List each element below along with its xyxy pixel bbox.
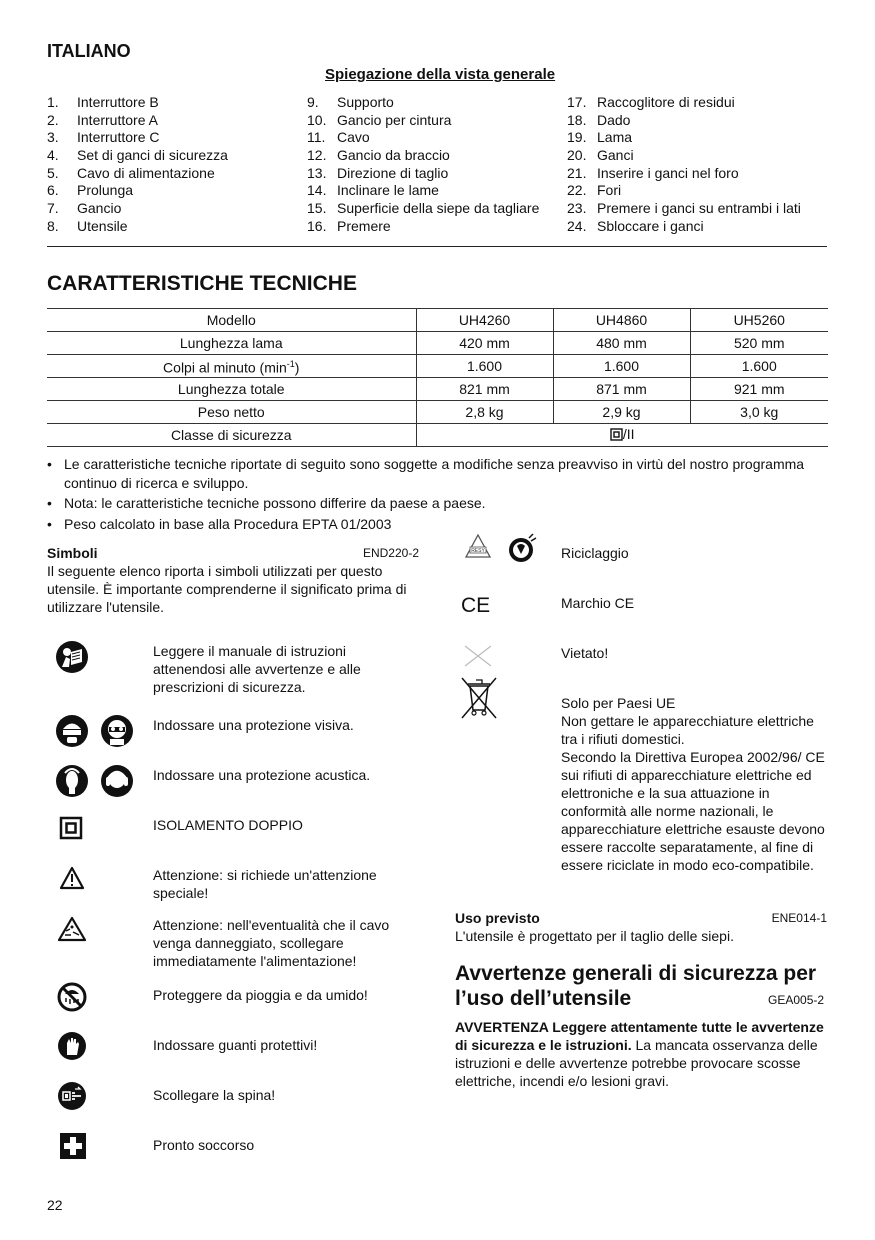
specs-cell: 420 mm	[416, 332, 553, 355]
legend-item	[47, 129, 297, 147]
legend-label: Sbloccare i ganci	[597, 217, 704, 234]
specs-cell: 871 mm	[553, 378, 690, 401]
specs-cell: 2,8 kg	[416, 401, 553, 424]
legend-item	[567, 165, 829, 183]
legend-item	[47, 165, 297, 183]
legend-label: Gancio da braccio	[337, 147, 450, 164]
bullet: •	[47, 495, 52, 511]
weee-bin-icon	[459, 676, 499, 724]
intended-use-section	[455, 909, 827, 945]
symbols-code: END220-2	[362, 546, 419, 560]
symbol-row	[455, 694, 835, 904]
legend-number: 24.	[567, 217, 587, 234]
page-number: 22	[47, 1197, 63, 1213]
recycling-icon	[461, 532, 541, 570]
symbol-text: Riciclaggio	[561, 545, 629, 561]
legend-item	[567, 147, 829, 165]
symbol-text: Marchio CE	[561, 595, 635, 611]
symbols-intro: Il seguente elenco riporta i simboli utilizzati per questo utensile. È importante comprenderne il significato prima di utilizzare l'utensile.	[47, 563, 407, 615]
symbol-row	[47, 1036, 427, 1076]
legend-label: Gancio per cintura	[337, 111, 452, 128]
specs-cell: /II	[416, 424, 828, 447]
legend-label: Direzione di taglio	[337, 164, 449, 181]
safety-warnings-title: Avvertenze generali di sicurezza per l’uso dell’utensile	[455, 962, 817, 1010]
symbol-row	[47, 866, 427, 906]
gloves-icon	[57, 1031, 87, 1065]
note-item	[47, 455, 827, 492]
warning-triangle-icon	[59, 866, 85, 894]
legend-number: 8.	[47, 217, 59, 234]
specs-header-cell: UH4860	[553, 309, 690, 332]
symbol-row	[47, 716, 427, 756]
legend-number: 9.	[307, 94, 319, 110]
legend-label: Cavo di alimentazione	[77, 164, 215, 181]
specs-cell: Peso netto	[47, 401, 416, 424]
legend-item	[567, 112, 829, 130]
symbol-text: Leggere il manuale di istruzioni attenendosi alle avvertenze e alle prescrizioni di sicurezza.	[153, 643, 361, 695]
legend-item	[567, 182, 829, 200]
specs-row	[47, 355, 828, 378]
symbol-text: Attenzione: nell'eventualità che il cavo venga danneggiato, scollegare immediatamente l'alimentazione!	[153, 917, 390, 969]
legend-item	[307, 218, 562, 236]
legend-item	[567, 200, 829, 218]
note-text: Peso calcolato in base alla Procedura EPTA 01/2003	[64, 515, 392, 532]
safety-warnings-code: GEA005-2	[768, 993, 825, 1007]
legend-label: Supporto	[337, 94, 394, 110]
legend-number: 21.	[567, 164, 587, 181]
specs-cell: Classe di sicurezza	[47, 424, 416, 447]
legend-label: Interruttore A	[77, 111, 158, 128]
symbol-text: Attenzione: si richiede un'attenzione speciale!	[153, 867, 377, 901]
cable-damage-icon	[57, 916, 87, 946]
specs-header-cell: Modello	[47, 309, 416, 332]
symbol-row	[47, 1086, 427, 1126]
symbol-text: Solo per Paesi UE Non gettare le apparecchiature elettriche tra i rifiuti domestici. Secondo la Direttiva Europea 2002/96/ CE sui rifiuti di apparecchiature elettriche ed elettroniche e la sua attuazione in conformità alle norme nazionali, le apparecchiature elettriche esauste devono essere raccolte separatamente, al fine di essere riciclate in modo eco-compatibile.	[561, 695, 825, 873]
ce-mark-icon	[461, 592, 493, 620]
ce-label: CE	[461, 594, 491, 616]
legend-column-1	[47, 94, 297, 236]
first-aid-icon	[59, 1132, 87, 1164]
legend-number: 1.	[47, 94, 59, 110]
safety-warnings-text	[455, 1018, 827, 1090]
legend-item	[47, 112, 297, 130]
legend-number: 3.	[47, 129, 59, 146]
legend-item	[47, 182, 297, 200]
specs-row	[47, 401, 828, 424]
double-insulation-icon	[59, 816, 83, 844]
legend-title: Spiegazione della vista generale	[325, 66, 556, 83]
symbol-row	[47, 816, 427, 856]
legend-item	[567, 129, 829, 147]
legend-number: 14.	[307, 182, 327, 199]
note-text: Nota: le caratteristiche tecniche possono differire da paese a paese.	[64, 495, 486, 511]
legend-number: 2.	[47, 111, 59, 128]
specs-cell: 3,0 kg	[690, 401, 828, 424]
symbols-title: Simboli	[47, 545, 98, 561]
legend-label: Utensile	[77, 217, 128, 234]
specs-cell: 2,9 kg	[553, 401, 690, 424]
note-item	[47, 515, 827, 534]
symbol-text: Vietato!	[561, 645, 609, 661]
legend-label: Inserire i ganci nel foro	[597, 164, 739, 181]
legend-label: Ganci	[597, 147, 634, 164]
specs-header-cell: UH4260	[416, 309, 553, 332]
specs-cell: 480 mm	[553, 332, 690, 355]
specs-cell: Colpi al minuto $(\min^{-1})$	[47, 355, 416, 378]
specs-header-row	[47, 309, 828, 332]
legend-label: Raccoglitore di residui	[597, 94, 735, 110]
legend-number: 15.	[307, 200, 327, 217]
legend-number: 16.	[307, 217, 327, 234]
symbol-row	[455, 594, 835, 634]
legend-item	[47, 94, 297, 112]
bullet: •	[47, 456, 52, 472]
legend-item	[47, 147, 297, 165]
specs-cell: 1.600	[553, 355, 690, 378]
intended-use-code: ENE014-1	[771, 911, 827, 925]
legend-number: 13.	[307, 164, 327, 181]
specs-cell: 1.600	[690, 355, 828, 378]
legend-label: Prolunga	[77, 182, 134, 199]
specs-table	[47, 308, 828, 447]
symbol-text: Scollegare la spina!	[153, 1087, 276, 1103]
symbol-text: Pronto soccorso	[153, 1137, 255, 1153]
legend-label: Fori	[597, 182, 622, 199]
symbol-row	[455, 644, 835, 684]
legend-item	[307, 129, 562, 147]
legend-label: Dado	[597, 111, 631, 128]
divider	[47, 246, 827, 247]
symbol-row	[47, 916, 427, 976]
legend-number: 12.	[307, 147, 327, 164]
legend-number: 7.	[47, 200, 59, 217]
note-text: Le caratteristiche tecniche riportate di seguito sono soggette a modifiche senza preavviso in virtù del nostro programma continuo di ricerca e sviluppo.	[64, 456, 805, 491]
symbol-row	[47, 642, 427, 702]
ear-protection-icon	[55, 764, 135, 802]
legend-number: 22.	[567, 182, 587, 199]
legend-item	[307, 112, 562, 130]
legend-number: 11.	[307, 129, 326, 146]
legend-item	[307, 147, 562, 165]
intended-use-text: L'utensile è progettato per il taglio delle siepi.	[455, 928, 734, 944]
legend-label: Lama	[597, 129, 633, 146]
specs-cell: Lunghezza lama	[47, 332, 416, 355]
specs-row	[47, 332, 828, 355]
recycling-label: RESY	[471, 548, 485, 554]
read-manual-icon	[55, 640, 89, 678]
safety-warnings-bold: AVVERTENZA Leggere attentamente tutte le avvertenze di sicurezza e le istruzioni.	[455, 1019, 824, 1053]
symbol-text: Indossare una protezione acustica.	[153, 767, 371, 783]
specs-title: CARATTERISTICHE TECNICHE	[47, 272, 357, 295]
legend-number: 18.	[567, 111, 587, 128]
legend-item	[567, 218, 829, 236]
symbol-text: Indossare guanti protettivi!	[153, 1037, 318, 1053]
legend-item	[307, 200, 562, 218]
legend-item	[567, 94, 829, 112]
double-insulation-icon	[610, 427, 623, 445]
legend-column-3	[567, 94, 829, 236]
specs-cell: 1.600	[416, 355, 553, 378]
bullet: •	[47, 515, 52, 532]
symbol-row	[47, 1136, 427, 1176]
symbol-row	[47, 986, 427, 1026]
legend-number: 5.	[47, 164, 59, 181]
legend-item	[47, 200, 297, 218]
symbols-section	[47, 544, 419, 616]
legend-number: 19.	[567, 129, 587, 146]
safety-warnings-body: La mancata osservanza delle istruzioni e delle avvertenze potrebbe provocare scosse elettriche, incendi e/o lesioni gravi.	[455, 1037, 818, 1089]
legend-item	[307, 182, 562, 200]
legend-label: Gancio	[77, 200, 122, 217]
specs-row	[47, 378, 828, 401]
legend-label: Inclinare le lame	[337, 182, 439, 199]
legend-label: Interruttore C	[77, 129, 160, 146]
legend-item	[307, 165, 562, 183]
note-item	[47, 494, 827, 513]
legend-number: 17.	[567, 94, 587, 110]
rain-protection-icon	[57, 982, 87, 1016]
symbol-text: Indossare una protezione visiva.	[153, 717, 354, 733]
specs-cell: 821 mm	[416, 378, 553, 401]
symbol-row	[455, 544, 835, 584]
symbol-row	[47, 766, 427, 806]
legend-item	[47, 218, 297, 236]
legend-label: Set di ganci di sicurezza	[77, 147, 228, 164]
specs-header-cell: UH5260	[690, 309, 828, 332]
symbol-text: Proteggere da pioggia e da umido!	[153, 987, 368, 1003]
symbol-text: ISOLAMENTO DOPPIO	[153, 817, 303, 833]
specs-notes	[47, 455, 827, 535]
eye-protection-icon	[55, 714, 135, 752]
legend-number: 10.	[307, 111, 327, 128]
specs-row	[47, 424, 828, 447]
specs-cell: 921 mm	[690, 378, 828, 401]
intended-use-title: Uso previsto	[455, 910, 540, 926]
prohibited-icon	[463, 644, 493, 672]
legend-label: Premere	[337, 217, 391, 234]
specs-cell: 520 mm	[690, 332, 828, 355]
legend-number: 6.	[47, 182, 59, 199]
legend-number: 20.	[567, 147, 587, 164]
unplug-icon	[57, 1081, 87, 1115]
legend-column-2	[307, 94, 562, 236]
legend-number: 4.	[47, 147, 59, 164]
language-heading: ITALIANO	[47, 41, 131, 61]
legend-label: Premere i ganci su entrambi i lati	[597, 200, 801, 217]
legend-label: Interruttore B	[77, 94, 159, 110]
legend-label: Superficie della siepe da tagliare	[337, 200, 540, 217]
legend-number: 23.	[567, 200, 587, 217]
legend-label: Cavo	[337, 129, 370, 146]
legend-item	[307, 94, 562, 112]
specs-cell: Lunghezza totale	[47, 378, 416, 401]
